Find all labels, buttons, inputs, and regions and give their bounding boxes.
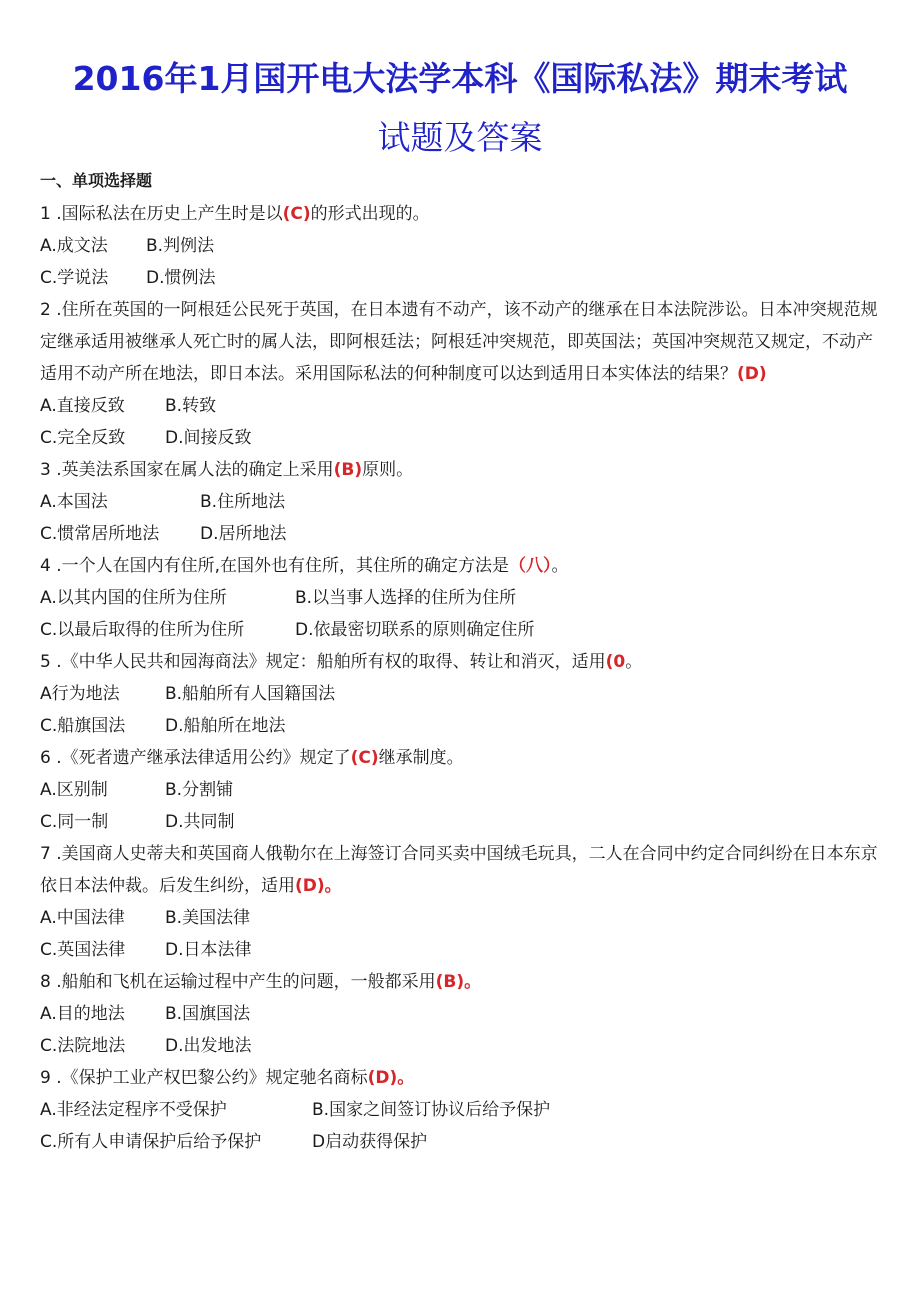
section-heading: 一、单项选择题 [40, 171, 153, 190]
option-c: C.英国法律 [40, 940, 126, 960]
option-row [40, 582, 880, 614]
question-5 [40, 646, 880, 742]
question-8 [40, 966, 880, 1062]
option-d: D.惯例法 [146, 268, 216, 288]
document-title-line2: 试题及答案 [377, 118, 543, 157]
option-d: D.间接反致 [165, 428, 252, 448]
option-a: A.以其内国的住所为住所 [40, 588, 227, 608]
document-title-line1: 2016年1月国开电大法学本科《国际私法》期末考试 [72, 59, 848, 98]
answer-mark: (C) [350, 748, 379, 768]
option-b: B.住所地法 [200, 492, 286, 512]
option-c: C.以最后取得的住所为住所 [40, 620, 245, 640]
question-1 [40, 198, 880, 294]
option-c: C.所有人申请保护后给予保护 [40, 1132, 262, 1152]
question-stem: 2 .住所在英国的一阿根廷公民死于英国，在日本遗有不动产，该不动产的继承在日本法院涉讼。日本冲突规范规定继承适用被继承人死亡时的属人法，即阿根廷法；阿根廷冲突规范，即英国法；英国冲突规范又规定，不动产适用不动产所在地法，即日本法。采用国际私法的何种制度可以达到适用日本实体法的结果？(D) [40, 300, 878, 384]
question-stem: 7 .美国商人史蒂夫和英国商人俄勒尔在上海签订合同买卖中国绒毛玩具，二人在合同中约定合同纠纷在日本东京依日本法仲裁。后发生纠纷，适用(D)。 [40, 844, 878, 896]
option-row [40, 1126, 880, 1158]
option-row [40, 774, 880, 806]
question-stem: 3 .英美法系国家在属人法的确定上采用(B)原则。 [40, 460, 414, 480]
question-4 [40, 550, 880, 646]
option-a: A.成文法 [40, 236, 108, 256]
question-7 [40, 838, 880, 966]
option-d: D启动获得保护 [312, 1132, 428, 1152]
option-row [40, 422, 880, 454]
question-list [40, 198, 880, 1158]
option-row [40, 710, 880, 742]
answer-mark: (B) [333, 460, 363, 480]
option-c: C.同一制 [40, 812, 109, 832]
option-a: A.非经法定程序不受保护 [40, 1100, 227, 1120]
option-d: D.日本法律 [165, 940, 252, 960]
option-c: C.法院地法 [40, 1036, 126, 1056]
answer-mark: (D) [737, 364, 767, 384]
answer-mark: (D)。 [367, 1068, 415, 1088]
option-a: A.中国法律 [40, 908, 125, 928]
option-row [40, 390, 880, 422]
question-stem: 6 .《死者遗产继承法律适用公约》规定了(C)继承制度。 [40, 748, 464, 768]
option-row [40, 486, 880, 518]
option-d: D.共同制 [165, 812, 235, 832]
question-9 [40, 1062, 880, 1158]
option-b: B.美国法律 [165, 908, 251, 928]
option-c: C.船旗国法 [40, 716, 126, 736]
option-a: A.直接反致 [40, 396, 125, 416]
option-b: B.国家之间签订协议后给予保护 [312, 1100, 551, 1120]
question-3 [40, 454, 880, 550]
option-row [40, 614, 880, 646]
question-6 [40, 742, 880, 838]
question-stem: 4 .一个人在国内有住所,在国外也有住所，其住所的确定方法是（八）。 [40, 556, 569, 576]
option-d: D.出发地法 [165, 1036, 252, 1056]
option-a: A行为地法 [40, 684, 120, 704]
option-c: C.完全反致 [40, 428, 126, 448]
answer-mark: (D)。 [295, 876, 342, 896]
question-stem: 9 .《保护工业产权巴黎公约》规定驰名商标(D)。 [40, 1068, 415, 1088]
answer-mark: (0 [605, 652, 626, 672]
option-row [40, 230, 880, 262]
option-row [40, 518, 880, 550]
question-stem: 1 .国际私法在历史上产生时是以(C)的形式出现的。 [40, 204, 430, 224]
option-a: A.目的地法 [40, 1004, 125, 1024]
question-stem: 8 .船舶和飞机在运输过程中产生的问题，一般都采用(B)。 [40, 972, 482, 992]
option-d: D.居所地法 [200, 524, 287, 544]
option-c: C.惯常居所地法 [40, 524, 160, 544]
option-row [40, 902, 880, 934]
option-a: A.区别制 [40, 780, 108, 800]
answer-mark: （八） [509, 556, 552, 576]
option-b: B.判例法 [146, 236, 215, 256]
option-row [40, 806, 880, 838]
answer-mark: (C) [282, 204, 311, 224]
option-a: A.本国法 [40, 492, 108, 512]
option-row [40, 998, 880, 1030]
option-c: C.学说法 [40, 268, 109, 288]
option-row [40, 1094, 880, 1126]
option-b: B.分割铺 [165, 780, 234, 800]
option-d: D.船舶所在地法 [165, 716, 286, 736]
question-stem: 5 .《中华人民共和园海商法》规定：船舶所有权的取得、转让和消灭，适用(0。 [40, 652, 643, 672]
question-2 [40, 294, 880, 454]
option-row [40, 1030, 880, 1062]
option-row [40, 678, 880, 710]
option-d: D.依最密切联系的原则确定住所 [295, 620, 535, 640]
option-b: B.以当事人选择的住所为住所 [295, 588, 517, 608]
option-row [40, 262, 880, 294]
option-b: B.国旗国法 [165, 1004, 251, 1024]
option-b: B.转致 [165, 396, 217, 416]
option-b: B.船舶所有人国籍国法 [165, 684, 336, 704]
answer-mark: (B)。 [435, 972, 482, 992]
option-row [40, 934, 880, 966]
